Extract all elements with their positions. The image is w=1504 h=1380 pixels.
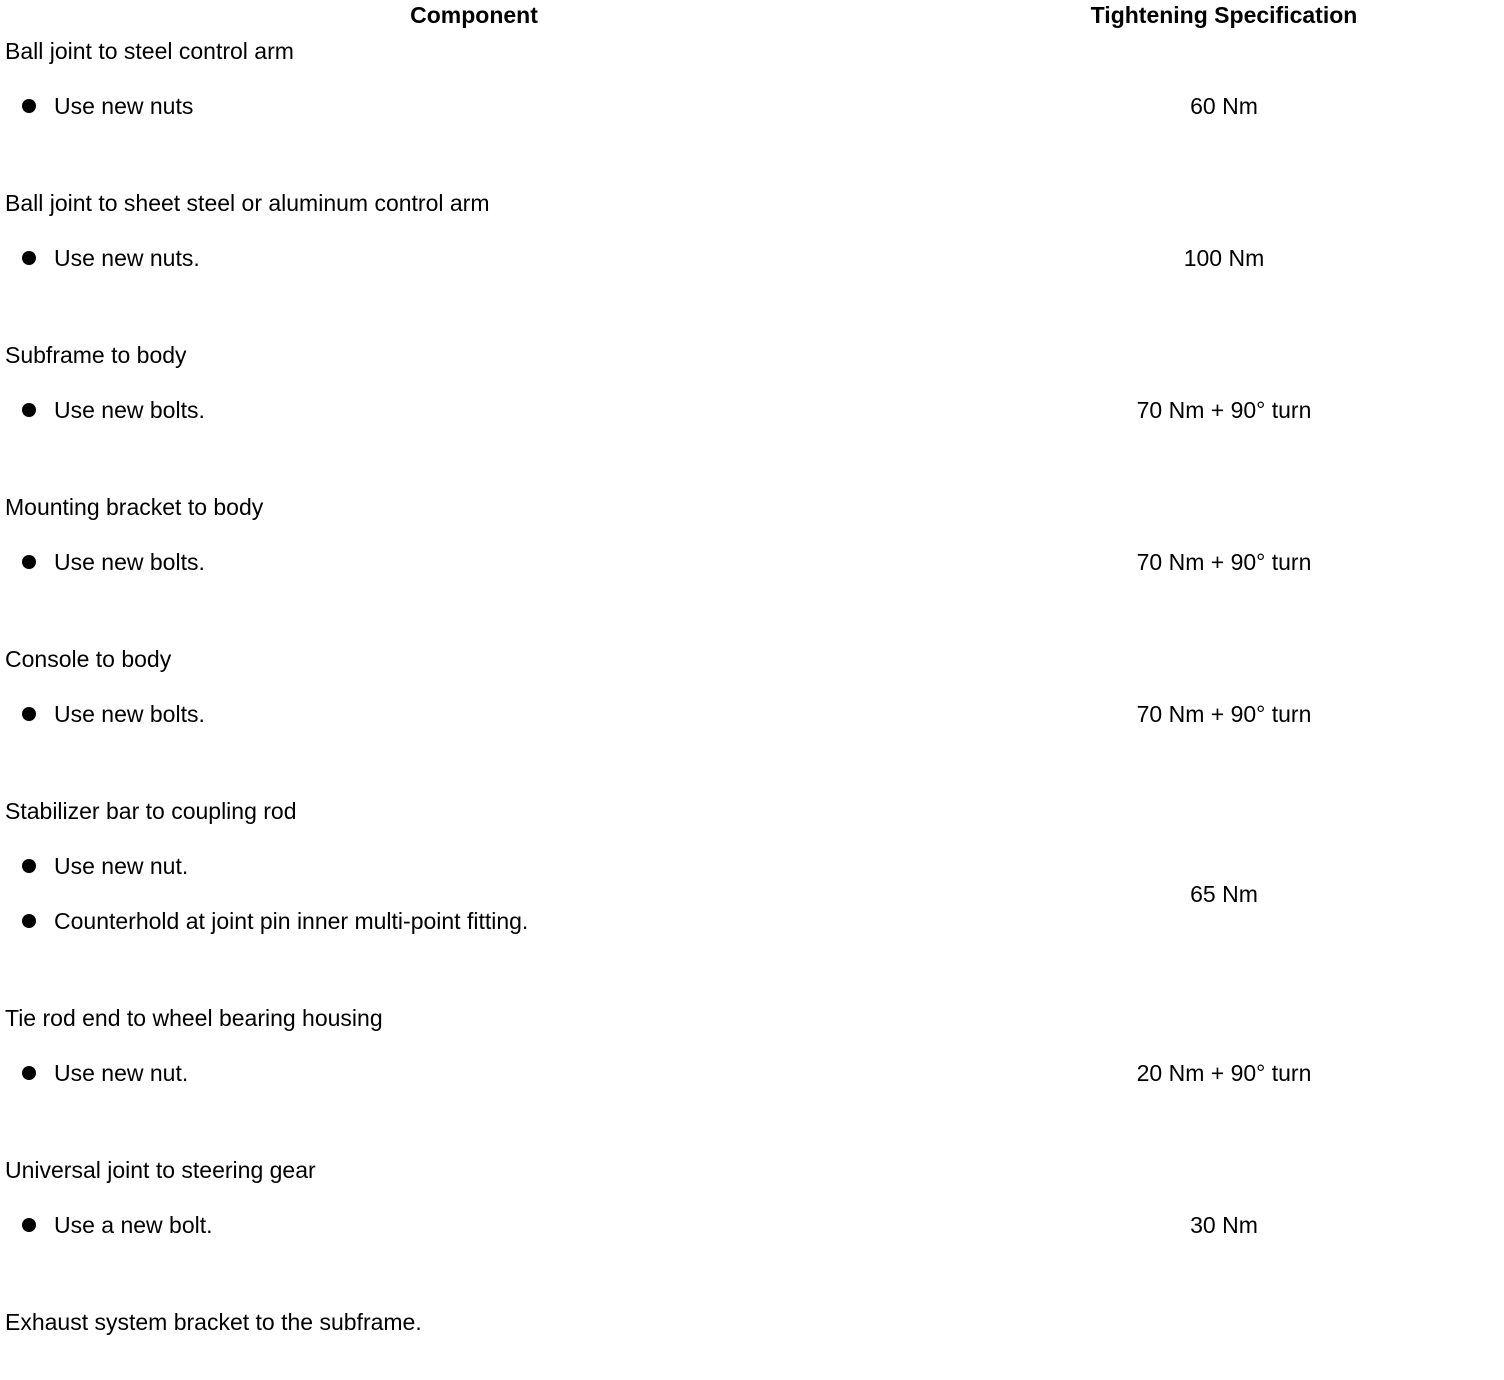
table-row	[0, 1309, 1504, 1335]
table-row	[0, 342, 1504, 494]
component-name: Subframe to body	[5, 342, 187, 368]
bullet-icon	[22, 403, 36, 417]
table-row	[0, 798, 1504, 1005]
bullet-icon	[22, 859, 36, 873]
bullet-icon	[22, 555, 36, 569]
bullet-icon	[22, 1066, 36, 1080]
bullet-icon	[22, 707, 36, 721]
instruction-note: Use new bolts.	[54, 549, 205, 575]
tightening-spec-value: 20 Nm + 90° turn	[1136, 1060, 1312, 1086]
instruction-note: Counterhold at joint pin inner multi-point fitting.	[54, 908, 529, 934]
table-row	[0, 646, 1504, 798]
tightening-spec-value: 60 Nm	[1190, 93, 1258, 119]
instruction-note: Use new bolts.	[54, 701, 205, 727]
tightening-spec-value: 70 Nm + 90° turn	[1136, 397, 1312, 423]
table-header	[0, 0, 1504, 30]
component-name: Ball joint to sheet steel or aluminum control arm	[5, 190, 490, 216]
instruction-note: Use new nut.	[54, 853, 189, 879]
component-name: Tie rod end to wheel bearing housing	[5, 1005, 383, 1031]
tightening-spec-value: 70 Nm + 90° turn	[1136, 549, 1312, 575]
component-name: Stabilizer bar to coupling rod	[5, 798, 297, 824]
bullet-icon	[22, 914, 36, 928]
component-name: Ball joint to steel control arm	[5, 38, 294, 64]
bullet-icon	[22, 1218, 36, 1232]
table-row	[0, 38, 1504, 190]
tightening-spec-value: 65 Nm	[1190, 880, 1258, 907]
bullet-icon	[22, 99, 36, 113]
bullet-icon	[22, 251, 36, 265]
instruction-note: Use new nut.	[54, 1060, 189, 1086]
component-name: Universal joint to steering gear	[5, 1157, 316, 1183]
instruction-note: Use new nuts.	[54, 245, 200, 271]
tightening-spec-value: 30 Nm	[1190, 1212, 1258, 1238]
component-name: Exhaust system bracket to the subframe.	[5, 1309, 422, 1335]
column-header-tightening-specification: Tightening Specification	[1090, 2, 1358, 28]
component-name: Console to body	[5, 646, 172, 672]
instruction-note: Use new nuts	[54, 93, 194, 119]
column-header-component: Component	[410, 2, 538, 28]
instruction-note: Use new bolts.	[54, 397, 205, 423]
table-row	[0, 1005, 1504, 1157]
table-row	[0, 1157, 1504, 1309]
table-row	[0, 190, 1504, 342]
component-name: Mounting bracket to body	[5, 494, 264, 520]
specification-table-body	[0, 38, 1504, 1335]
instruction-note: Use a new bolt.	[54, 1212, 213, 1238]
tightening-spec-value: 70 Nm + 90° turn	[1136, 701, 1312, 727]
table-row	[0, 494, 1504, 646]
tightening-spec-value: 100 Nm	[1183, 245, 1265, 271]
